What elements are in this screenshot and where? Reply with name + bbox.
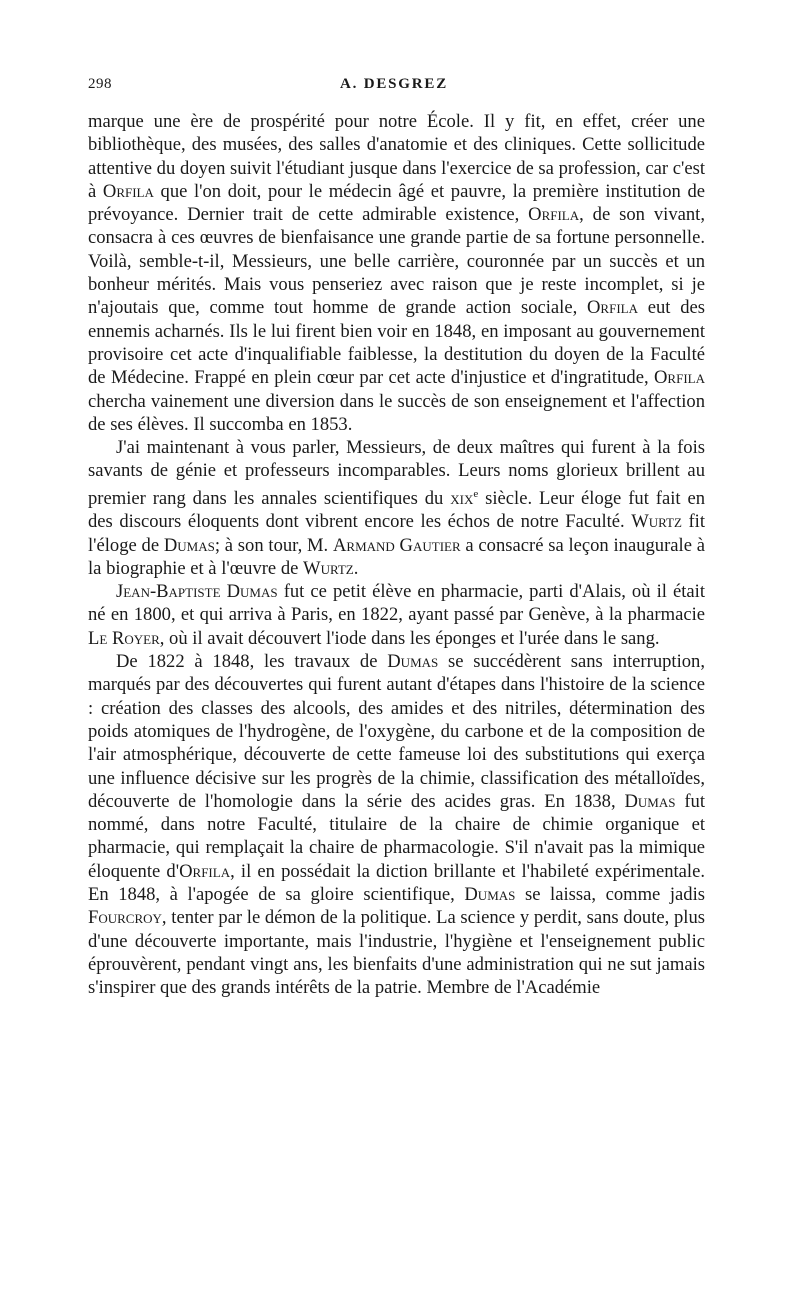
- small-caps-name: Orfila: [587, 297, 638, 319]
- text-run: , il en possédait la diction brillante et l'habileté expérimentale. En 1848, à l'apogée de sa gloire scientifique,: [88, 860, 705, 905]
- small-caps-name: Orfila: [654, 367, 705, 389]
- text-run: , tenter par le démon de la politique. La science y perdit, sans doute, plus d'une découverte importante, mais l'industrie, l'hygiène et l'enseignement public éprouvèrent, pendant vingt ans, les bienfaits d'une administration qui ne sut jamais s'inspirer que des grands intérêts de la patrie. Membre de l'Académie: [88, 907, 705, 999]
- superscript: e: [473, 487, 479, 500]
- paragraph: [88, 110, 705, 436]
- small-caps-name: Orfila: [179, 860, 231, 882]
- text-run: se laissa, comme jadis: [515, 883, 705, 905]
- small-caps-name: Armand Gautier: [332, 534, 461, 556]
- text-run: , de son vivant, consacra à ces œuvres de bienfaisance une grande partie de sa fortune personnelle. Voilà, semble-t-il, Messieurs, une belle carrière, couronnée par un succès et un bonheur mérités. Mais vous penseriez avec raison que je reste incomplet, si je n'ajoutais que, comme tout homme de grande action sociale,: [88, 204, 705, 319]
- small-caps-name: Orfila: [102, 180, 154, 202]
- text-run: ; à son tour, M.: [214, 534, 333, 556]
- small-caps-name: Fourcroy: [88, 907, 162, 929]
- text-run: que l'on doit, pour le médecin âgé et pauvre, la première institution de prévoyance. Dernier trait de cette admirable existence,: [88, 180, 705, 226]
- running-title: A. DESGREZ: [340, 76, 449, 92]
- small-caps-name: Le Royer: [88, 627, 160, 649]
- text-run: marque une ère de prospérité pour notre École. Il y fit, en effet, créer une bibliothèque, des musées, des salles d'anatomie et des cliniques. Cette sollicitude attentive du doyen suivit l'étudiant jusque dans l'exercice de sa profession, car c'est à: [88, 111, 705, 202]
- text-run: eut des ennemis acharnés. Ils le lui firent bien voir en 1848, en imposant au gouvernement provisoire cet acte d'inqualifiable faiblesse, la destitution du doyen de la Faculté de Médecine. Frappé en plein cœur par cet acte d'injustice et d'ingratitude,: [88, 297, 705, 389]
- text-run: chercha vainement une diversion dans le succès de son enseignement et l'affection de ses élèves. Il succomba en 1853.: [88, 390, 705, 435]
- small-caps-name: Orfila: [528, 204, 580, 226]
- small-caps-name: Jean-Baptiste Dumas: [116, 581, 278, 603]
- small-caps-name: Wurtz: [631, 511, 682, 533]
- text-run: fut ce petit élève en pharmacie, parti d'Alais, où il était né en 1800, et qui arriva à Paris, en 1822, ayant passé par Genève, à la pharmacie: [88, 581, 705, 626]
- small-caps-name: Dumas: [624, 790, 676, 812]
- small-caps-name: Dumas: [163, 534, 215, 556]
- text-run: fut nommé, dans notre Faculté, titulaire de la chaire de chimie organique et pharmacie, qui remplaçait la chaire de pharmacologie. S'il n'avait pas la mimique éloquente d': [88, 790, 705, 882]
- text-run: se succédèrent sans interruption, marqués par des découvertes qui furent autant d'étapes dans l'histoire de la science : création des classes des alcools, des amides et des nitriles, détermination des poids atomiques de l'hydrogène, de l'oxygène, du carbone et de la composition de l'air atmosphérique, découverte de cette fameuse loi des substitutions qui exerça une influence décisive sur les progrès de la chimie, classification des métalloïdes, découverte de l'homologie dans la série des acides gras. En 1838,: [88, 651, 705, 812]
- body-text: [88, 110, 705, 999]
- paragraph: [88, 436, 705, 580]
- text-run: a consacré sa leçon inaugurale à la biographie et à l'œuvre de: [88, 534, 705, 579]
- small-caps-name: xix: [450, 487, 474, 509]
- paragraph: [88, 580, 705, 650]
- text-run: , où il avait découvert l'iode dans les éponges et l'urée dans le sang.: [159, 627, 660, 649]
- small-caps-name: Wurtz: [303, 557, 354, 579]
- page-number: 298: [88, 76, 112, 92]
- small-caps-name: Dumas: [464, 883, 516, 905]
- text-run: De 1822 à 1848, les travaux de: [116, 651, 388, 673]
- text-run: J'ai maintenant à vous parler, Messieurs, de deux maîtres qui furent à la fois savants de génie et professeurs incomparables. Leurs noms glorieux brillent au premier rang dans les annales scientifiques du: [88, 437, 705, 509]
- text-run: fit l'éloge de: [88, 511, 705, 556]
- running-head: [88, 76, 708, 100]
- paragraph: [88, 650, 705, 999]
- small-caps-name: Dumas: [387, 651, 439, 673]
- text-run: .: [353, 557, 359, 579]
- text-run: siècle. Leur éloge fut fait en des discours éloquents dont vibrent encore les échos de notre Faculté.: [88, 487, 705, 533]
